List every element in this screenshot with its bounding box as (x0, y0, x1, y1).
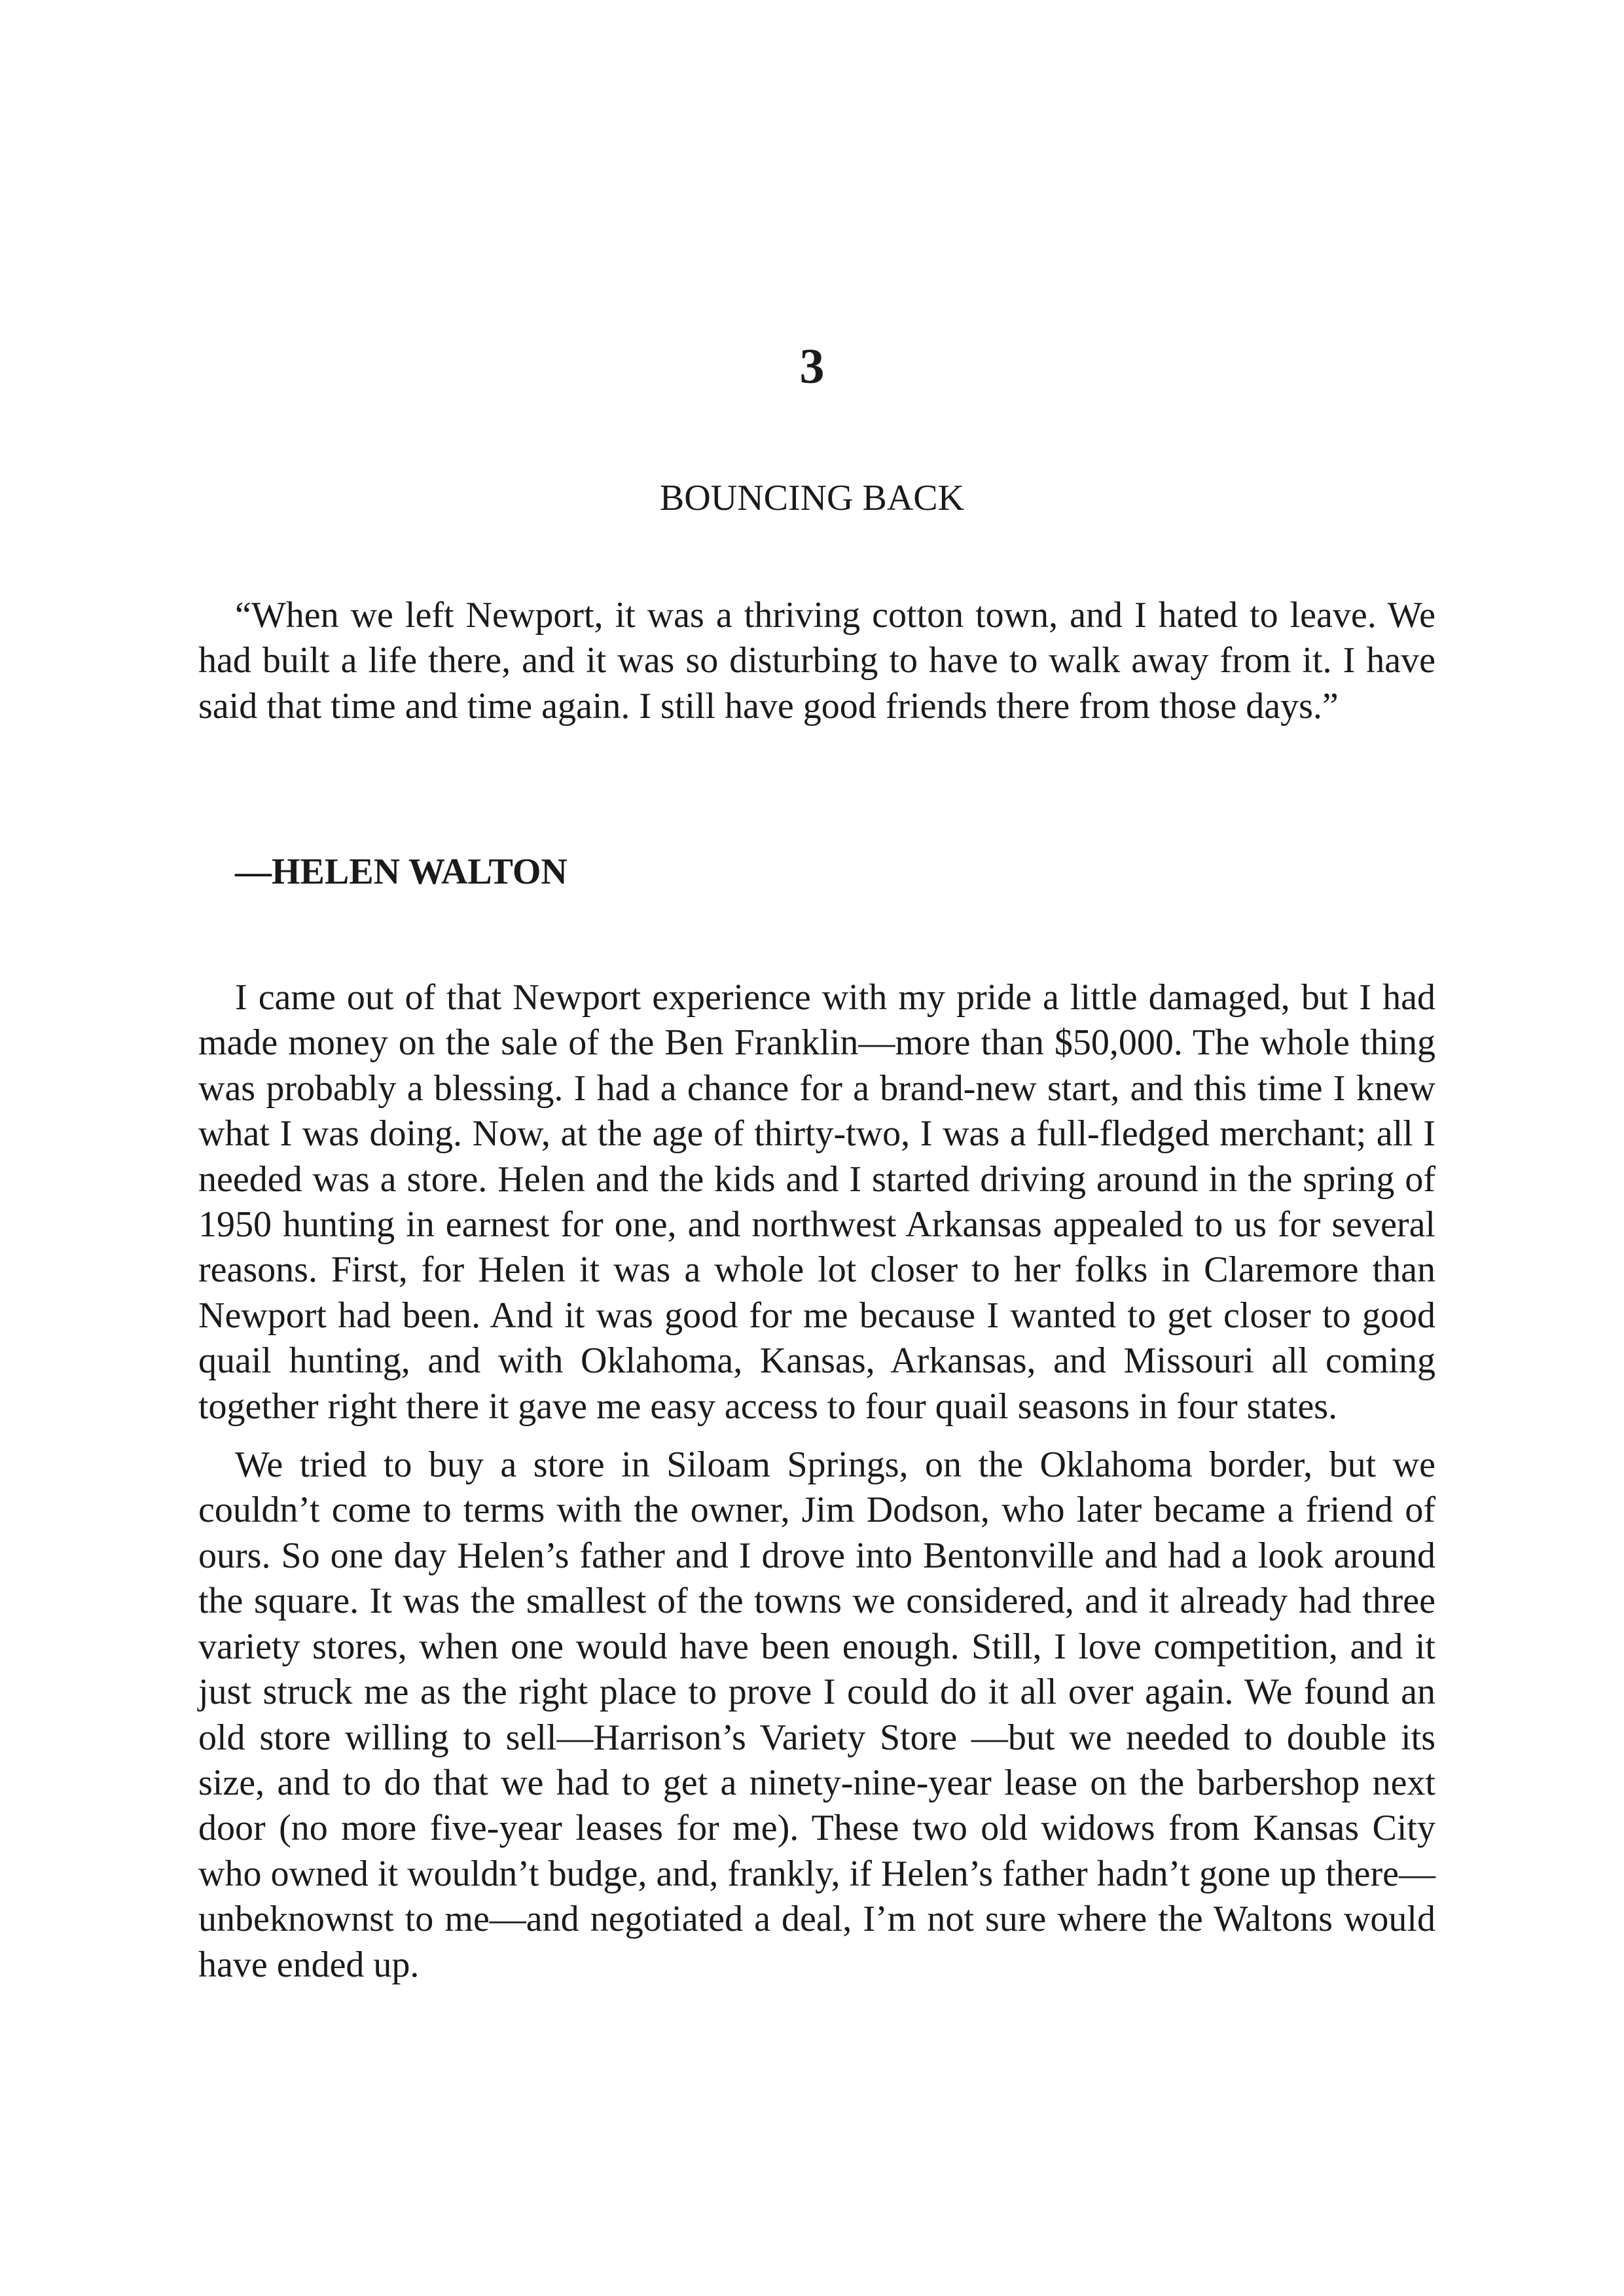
body-paragraph: We tried to buy a store in Siloam Springs, on the Oklahoma border, but we couldn’t come to terms with the owner, Jim Dodson, who later became a friend of ours. So one day Helen’s father and I drove into Bentonville and had a look around the square. It was the smallest of the towns we considered, and it already had three variety stores, when one would have been enough. Still, I love competition, and it just struck me as the right place to prove I could do it all over again. We found an old store willing to sell—Harrison’s Variety Store —but we needed to double its size, and to do that we had to get a ninety-nine-year lease on the barbershop next door (no more five-year leases for me). These two old widows from Kansas City who owned it wouldn’t budge, and, frankly, if Helen’s father hadn’t gone up there—unbeknownst to me—and negotiated a deal, I’m not sure where the Waltons would have ended up. (198, 1444, 1435, 1985)
epigraph-attribution: —HELEN WALTON (235, 852, 568, 892)
epigraph (198, 593, 1435, 729)
body-text (198, 975, 1435, 1988)
epigraph-quote: “When we left Newport, it was a thriving cotton town, and I hated to leave. We had built a life there, and it was so disturbing to have to walk away from it. I have said that time and time again. I still have good friends there from those days.” (198, 595, 1435, 726)
chapter-title: BOUNCING BACK (659, 478, 965, 518)
body-paragraph: I came out of that Newport experience with my pride a little damaged, but I had made money on the sale of the Ben Franklin—more than $50,000. The whole thing was probably a blessing. I had a chance for a brand-new start, and this time I knew what I was doing. Now, at the age of thirty-two, I was a full-fledged merchant; all I needed was a store. Helen and the kids and I started driving around in the spring of 1950 hunting in earnest for one, and northwest Arkansas appealed to us for several reasons. First, for Helen it was a whole lot closer to her folks in Claremore than Newport had been. And it was good for me because I wanted to get closer to good quail hunting, and with Oklahoma, Kansas, Arkansas, and Missouri all coming together right there it gave me easy access to four quail seasons in four states. (198, 977, 1435, 1427)
chapter-number: 3 (799, 339, 825, 394)
